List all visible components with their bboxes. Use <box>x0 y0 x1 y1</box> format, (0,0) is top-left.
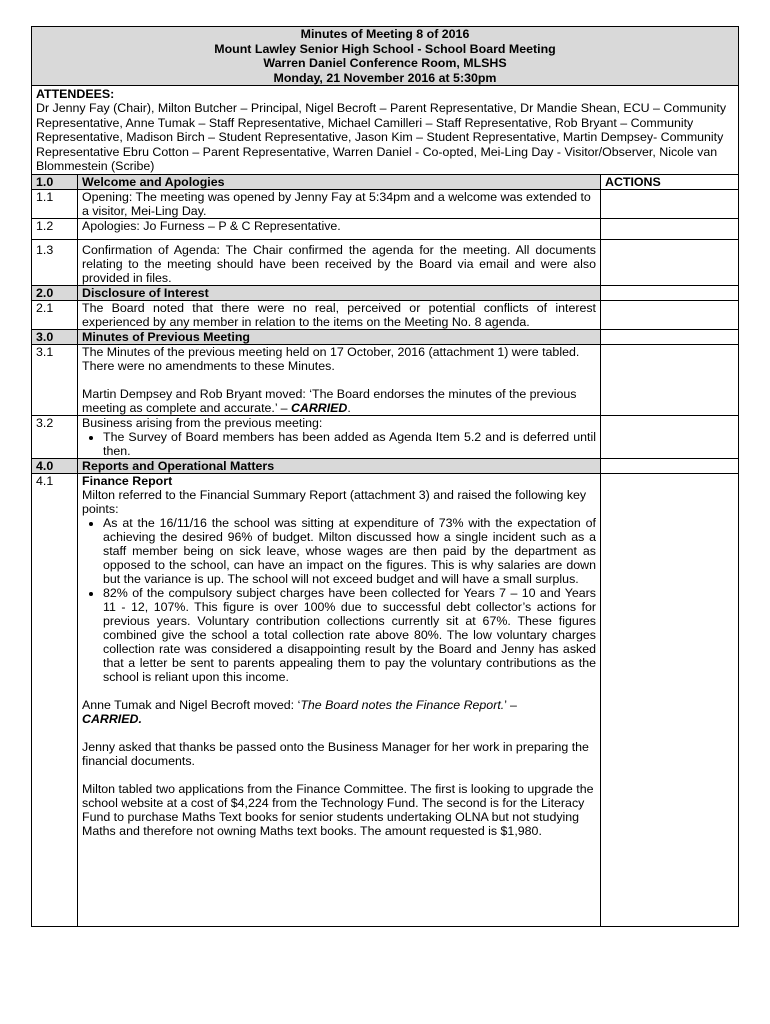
section-number: 1.0 <box>32 175 78 190</box>
carried-label: CARRIED. <box>82 712 142 727</box>
item-row <box>32 301 739 330</box>
section-action <box>601 459 739 474</box>
attendees-list: Dr Jenny Fay (Chair), Milton Butcher – Principal, Nigel Becroft – Parent Representative, Dr Mandie Shean, ECU – Community Representative, Anne Tumak – Staff Representative, Michael Camilleri – Staff Representative, Rob Bryant – Community Representative, Madison Birch – Student Representative, Jason Kim – Student Representative, Martin Dempsey- Community Representative Ebru Cotton – Parent Representative, Warren Daniel - Co-opted, Mei-Ling Day - Visitor/Observer, Nicole van Blommestein (Scribe) <box>36 101 727 174</box>
motion-close: ’ – <box>504 698 517 713</box>
item-number: 1.1 <box>32 190 78 219</box>
minutes-table <box>31 26 739 927</box>
item-text <box>78 345 601 416</box>
attendees-row <box>32 86 739 175</box>
item-action <box>601 416 739 459</box>
item-number: 4.1 <box>32 474 78 927</box>
business-arising-intro: Business arising from the previous meeting: <box>82 416 323 431</box>
actions-heading: ACTIONS <box>601 175 739 190</box>
motion-text: Anne Tumak and Nigel Becroft moved: ‘ <box>82 698 301 713</box>
motion-end: . <box>347 401 351 416</box>
item-text: Apologies: Jo Furness – P & C Representative. <box>78 219 601 240</box>
item-row <box>32 474 739 927</box>
bullet-list <box>82 430 596 458</box>
section-number: 3.0 <box>32 330 78 345</box>
attendees-cell <box>32 86 739 175</box>
item-action <box>601 474 739 927</box>
item-text <box>78 474 601 927</box>
section-number: 2.0 <box>32 286 78 301</box>
item-row <box>32 190 739 219</box>
section-title: Welcome and Apologies <box>78 175 601 190</box>
item-number: 3.2 <box>32 416 78 459</box>
applications-paragraph: Milton tabled two applications from the Finance Committee. The first is looking to upgrade the school website at a cost of $4,224 from the Technology Fund. The second is for the Literacy Fund to purchase Maths Text books for senior students undertaking OLNA but not studying Maths and therefore not owning Maths text books. The amount requested is $1,980. <box>82 782 594 839</box>
item-number: 1.3 <box>32 240 78 286</box>
header-row <box>32 27 739 86</box>
header-cell <box>32 27 739 86</box>
header-venue: Warren Daniel Conference Room, MLSHS <box>263 56 507 70</box>
item-action <box>601 240 739 286</box>
item-text: Opening: The meeting was opened by Jenny Fay at 5:34pm and a welcome was extended to a visitor, Mei-Ling Day. <box>78 190 601 219</box>
carried-label: CARRIED <box>290 401 348 416</box>
item-row <box>32 345 739 416</box>
section-action <box>601 330 739 345</box>
section-title: Reports and Operational Matters <box>78 459 601 474</box>
bullet-item: • 82% of the compulsory subject charges have been collected for Years 7 – 10 and Years 11 - 12, 107%. This figure is over 100% due to successful debt collector’s actions for previous years. Voluntary contribution collections currently sit at 67%. These figures combined give the school a total collection rate above 80%. The low voluntary charges collection rate was considered a disappointing result by the Board and Jenny has asked that a letter be sent to parents appealing them to pay the voluntary contributions as the school is reliant upon this income. <box>103 586 596 684</box>
header-date: Monday, 21 November 2016 at 5:30pm <box>273 70 497 85</box>
bullet-item: • As at the 16/11/16 the school was sitting at expenditure of 73% with the expectation of achieving the desired 96% of budget. Milton discussed how a single incident such as a staff member being on sick leave, whose wages are then paid by the department as opposed to the school, can have an impact on the figures. This is why salaries are down but the variance is up. The school will not exceed budget and will have a small surplus. <box>103 516 596 586</box>
header-title: Minutes of Meeting 8 of 2016 <box>300 27 470 41</box>
section-title: Disclosure of Interest <box>78 286 601 301</box>
bullet-list <box>82 516 596 684</box>
section-action <box>601 286 739 301</box>
item-number: 2.1 <box>32 301 78 330</box>
item-row <box>32 416 739 459</box>
section-row <box>32 330 739 345</box>
minutes-tabled: The Minutes of the previous meeting held on 17 October, 2016 (attachment 1) were tabled. There were no amendments to these Minutes. <box>82 345 580 374</box>
item-row <box>32 219 739 240</box>
finance-motion <box>82 698 596 726</box>
item-text: Confirmation of Agenda: The Chair confirmed the agenda for the meeting. All documents relating to the meeting should have been received by the Board via email and were also provided in files. <box>78 240 601 286</box>
item-number: 3.1 <box>32 345 78 416</box>
item-number: 1.2 <box>32 219 78 240</box>
section-row <box>32 459 739 474</box>
section-row <box>32 286 739 301</box>
section-title: Minutes of Previous Meeting <box>78 330 601 345</box>
item-text: The Board noted that there were no real, perceived or potential conflicts of interest experienced by any member in relation to the items on the Meeting No. 8 agenda. <box>78 301 601 330</box>
bullet-item: • The Survey of Board members has been added as Agenda Item 5.2 and is deferred until then. <box>103 430 596 458</box>
item-action <box>601 301 739 330</box>
finance-intro: Milton referred to the Financial Summary Report (attachment 3) and raised the following key points: <box>82 488 587 517</box>
minutes-motion <box>82 387 596 415</box>
item-action <box>601 190 739 219</box>
item-row <box>32 240 739 286</box>
item-action <box>601 219 739 240</box>
finance-report-title: Finance Report <box>82 474 173 489</box>
section-number: 4.0 <box>32 459 78 474</box>
attendees-title: ATTENDEES: <box>36 87 115 101</box>
item-text <box>78 416 601 459</box>
motion-text: Martin Dempsey and Rob Bryant moved: ‘The Board endorses the minutes of the previous meeting as complete and accurate.’ – <box>82 387 577 416</box>
header-meeting: Mount Lawley Senior High School - School Board Meeting <box>214 41 556 56</box>
motion-quote: The Board notes the Finance Report. <box>300 698 505 713</box>
thanks-paragraph: Jenny asked that thanks be passed onto the Business Manager for her work in preparing the financial documents. <box>82 740 589 769</box>
item-action <box>601 345 739 416</box>
section-row <box>32 175 739 190</box>
